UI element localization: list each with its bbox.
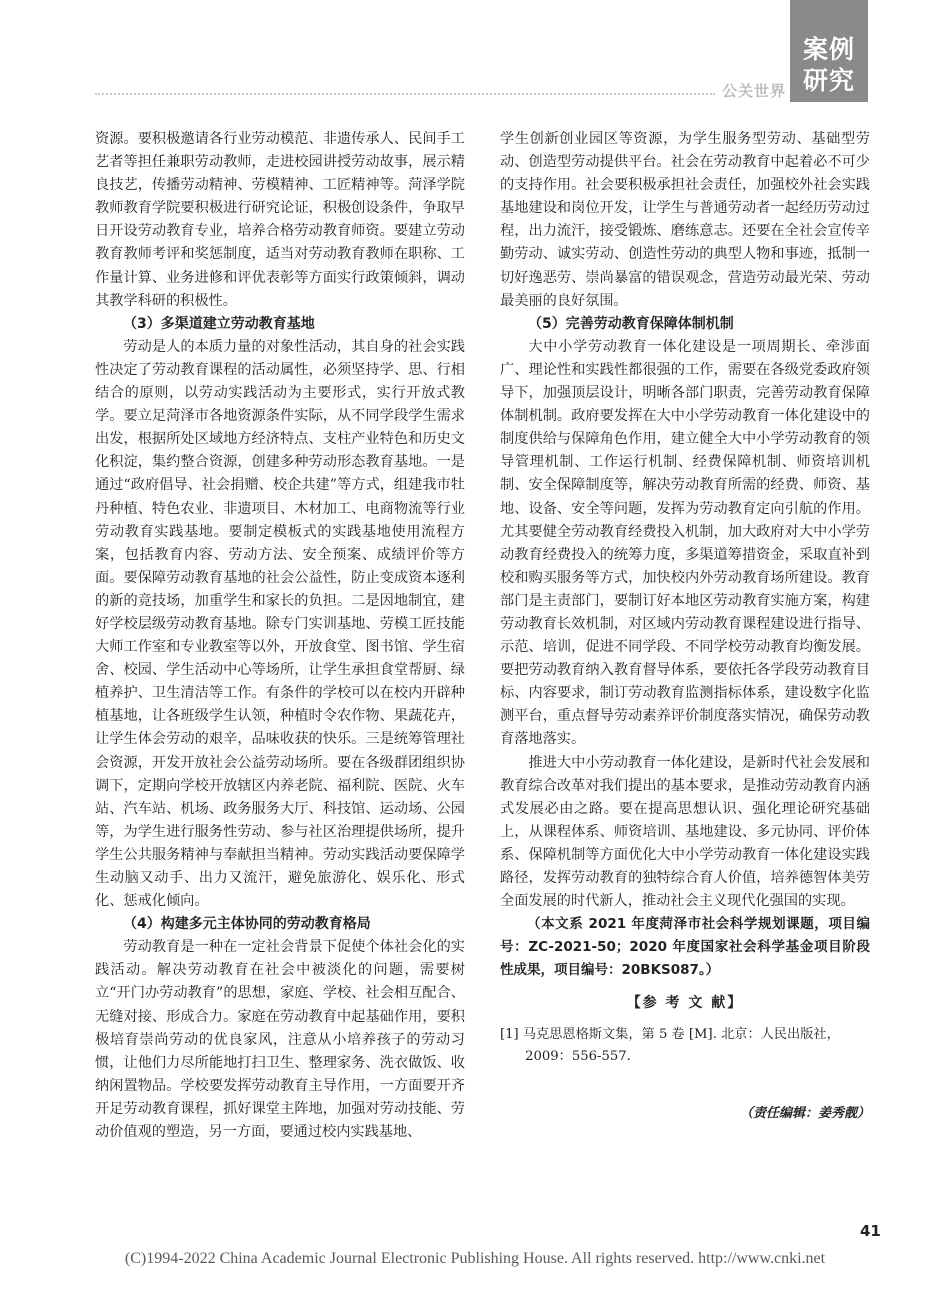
- page-number: 41: [860, 1222, 881, 1240]
- paragraph: 资源。要积极邀请各行业劳动模范、非遗传承人、民间手工艺者等担任兼职劳动教师，走进校园讲授劳动故事，展示精良技艺，传播劳动精神、劳模精神、工匠精神等。菏泽学院教师教育学院要积极进行研究论证，积极创设条件，争取早日开设劳动教育专业，培养合格劳动教育师资。要建立劳动教育教师考评和奖惩制度，适当对劳动教育教师在职称、工作量计算、业务进修和评优表彰等方面实行政策倾斜，调动其教学科研的积极性。: [95, 131, 465, 309]
- header-dotted-rule: [95, 93, 715, 95]
- funding-note: （本文系 2021 年度菏泽市社会科学规划课题，项目编号：ZC-2021-50；2020 年度国家社会科学基金项目阶段性成果，项目编号：20BKS087。）: [500, 916, 870, 979]
- section-heading-3: （3）多渠道建立劳动教育基地: [123, 315, 315, 332]
- reference-item: [1] 马克思恩格斯文集，第 5 卷 [M]. 北京：人民出版社，2009：556-557.: [500, 1026, 840, 1064]
- paragraph: 劳动是人的本质力量的对象性活动，其自身的社会实践性决定了劳动教育课程的活动属性，必须坚持学、思、行相结合的原则，以劳动实践活动为主要形式，实行开放式教学。要立足菏泽市各地资源条件实际，从不同学段学生需求出发，根据所处区域地方经济特点、支柱产业特色和历史文化积淀，集约整合资源，创建多种劳动形态教育基地。一是通过“政府倡导、社会捐赠、校企共建”等方式，组建我市牡丹种植、特色农业、非遗项目、木材加工、电商物流等行业劳动教育实践基地。要制定模板式的实践基地使用流程方案，包括教育内容、劳动方法、安全预案、成绩评价等方面。要保障劳动教育基地的社会公益性，防止变成资本逐利的新的竞技场，加重学生和家长的负担。二是因地制宜，建好学校层级劳动教育基地。除专门实训基地、劳模工匠技能大师工作室和专业教室等以外，开放食堂、图书馆、学生宿舍、校园、学生活动中心等场所，让学生承担食堂帮厨、绿植养护、卫生清洁等工作。有条件的学校可以在校内开辟种植基地，让各班级学生认领，种植时令农作物、果蔬花卉，让学生体会劳动的艰辛，品味收获的快乐。三是统筹管理社会资源，开发开放社会公益劳动场所。要在各级群团组织协调下，定期向学校开放辖区内养老院、福利院、医院、火车站、汽车站、机场、政务服务大厅、科技馆、运动场、公园等，为学生进行服务性劳动、参与社区治理提供场所，提升学生公共服务精神与奉献担当精神。劳动实践活动要保障学生动脑又动手、出力又流汗，避免旅游化、娱乐化、形式化、惩戒化倾向。: [95, 338, 465, 910]
- references-heading: 【参 考 文 献】: [626, 995, 744, 1012]
- paragraph: 劳动教育是一种在一定社会背景下促使个体社会化的实践活动。解决劳动教育在社会中被淡化的问题，需要树立“开门办劳动教育”的思想，家庭、学校、社会相互配合、无缝对接、形成合力。家庭在劳动教育中起基础作用，要积极培育崇尚劳动的优良家风，注意从小培养孩子的劳动习惯，让他们力尽所能地打扫卫生、整理家务、洗衣做饭、收纳闲置物品。学校要发挥劳动教育主导作用，一方面要开齐开足劳动教育课程，抓好课堂主阵地，加强对劳动技能、劳动价值观的塑造，另一方面，要通过校内实践基地、: [95, 939, 465, 1141]
- paragraph: 学生创新创业园区等资源，为学生服务型劳动、基础型劳动、创造型劳动提供平台。社会在劳动教育中起着必不可少的支持作用。社会要积极承担社会责任，加强校外社会实践基地建设和岗位开发，让学生与普通劳动者一起经历劳动过程，出力流汗，接受锻炼、磨练意志。还要在全社会宣传辛勤劳动、诚实劳动、创造性劳动的典型人物和事迹，抵制一切好逸恶劳、崇尚暴富的错误观念，营造劳动最光荣、劳动最美丽的良好氛围。: [500, 131, 870, 309]
- section-label-line2: 研究: [802, 66, 855, 95]
- copyright-footer: (C)1994-2022 China Academic Journal Electronic Publishing House. All rights reserved. http://www.cnki.net: [124, 1250, 826, 1267]
- left-column: [95, 128, 465, 1144]
- section-heading-5: （5）完善劳动教育保障体制机制: [528, 315, 734, 332]
- responsible-editor: （责任编辑：姜秀靓）: [739, 1105, 870, 1121]
- section-label-box: [790, 0, 868, 102]
- paragraph: 大中小学劳动教育一体化建设是一项周期长、牵涉面广、理论性和实践性都很强的工作，需要在各级党委政府领导下，加强顶层设计，明晰各部门职责，完善劳动教育保障体制机制。政府要发挥在大中小学劳动教育一体化建设中的制度供给与保障角色作用，建立健全大中小学劳动教育的领导管理机制、工作运行机制、经费保障机制、师资培训机制、安全保障制度等，解决劳动教育所需的经费、师资、基地、设备、安全等问题，发挥为劳动教育定向引航的作用。尤其要健全劳动教育经费投入机制，加大政府对大中小学劳动教育经费投入的统筹力度，多渠道筹措资金，采取直补到校和购买服务等方式，加快校内外劳动教育场所建设。教育部门是主责部门，要制订好本地区劳动教育实施方案，构建劳动教育长效机制，对区域内劳动教育课程建设进行指导、示范、培训，促进不同学段、不同学校劳动教育均衡发展。要把劳动教育纳入教育督导体系，要依托各学段劳动教育目标、内容要求，制订劳动教育监测指标体系，建设数字化监测平台，重点督导劳动素养评价制度落实情况，确保劳动教育落地落实。: [500, 338, 870, 748]
- section-heading-4: （4）构建多元主体协同的劳动教育格局: [123, 916, 371, 933]
- journal-name: 公关世界: [722, 82, 787, 100]
- section-label-line1: 案例: [802, 35, 855, 64]
- paragraph: 推进大中小劳动教育一体化建设，是新时代社会发展和教育综合改革对我们提出的基本要求，是推动劳动教育内涵式发展必由之路。要在提高思想认识、强化理论研究基础上，从课程体系、师资培训、基地建设、多元协同、评价体系、保障机制等方面优化大中小学劳动教育一体化建设实践路径，发挥劳动教育的独特综合育人价值，培养德智体美劳全面发展的时代新人，推动社会主义现代化强国的实现。: [500, 754, 870, 910]
- right-column: [500, 128, 870, 1125]
